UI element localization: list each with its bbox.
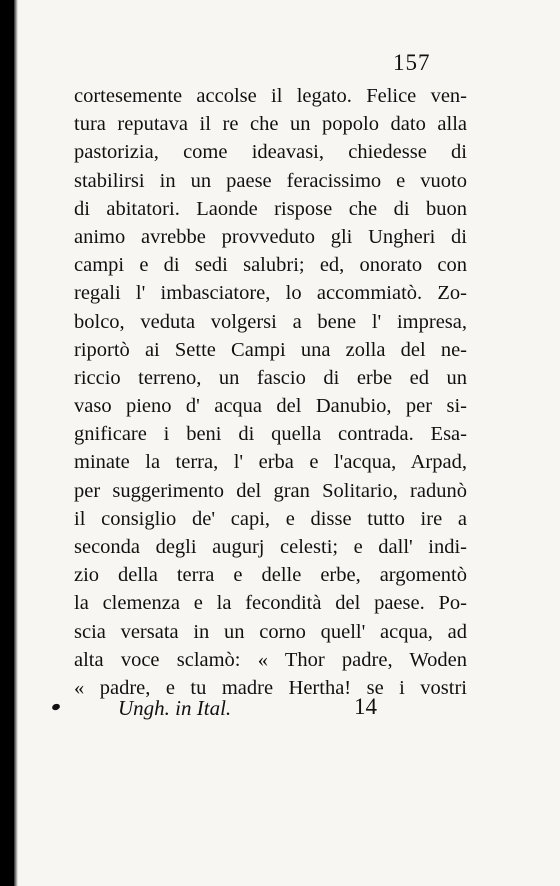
- page-number: 157: [393, 50, 431, 75]
- text-line: tura reputava il re che un popolo dato alla: [74, 113, 467, 136]
- text-line: alta voce sclamò: « Thor padre, Woden: [74, 648, 467, 671]
- text-line: cortesemente accolse il legato. Felice ven-: [74, 85, 467, 107]
- signature-mark: Ungh. in Ital.: [118, 696, 232, 720]
- text-line: riportò ai Sette Campi una zolla del ne-: [74, 338, 467, 361]
- text-line: animo avrebbe provveduto gli Ungheri di: [74, 225, 467, 248]
- text-line: scia versata in un corno quell' acqua, ad: [74, 620, 467, 643]
- text-line: minate la terra, l' erba e l'acqua, Arpad,: [74, 451, 467, 474]
- text-line: bolco, veduta volgersi a bene l' impresa,: [74, 310, 467, 333]
- text-line: per suggerimento del gran Solitario, radunò: [74, 479, 467, 502]
- text-line: la clemenza e la fecondità del paese. Po-: [74, 592, 467, 615]
- text-line: seconda degli augurj celesti; e dall' indi-: [74, 536, 467, 558]
- text-line: vaso pieno d' acqua del Danubio, per si-: [74, 395, 467, 418]
- ink-blot: [51, 703, 61, 711]
- body-text: [74, 82, 467, 702]
- text-line: riccio terreno, un fascio di erbe ed un: [74, 366, 467, 389]
- text-line: « padre, e tu madre Hertha! se i vostri: [74, 676, 467, 699]
- signature-number: 14: [354, 694, 377, 719]
- text-line: zio della terra e delle erbe, argomentò: [74, 564, 467, 587]
- book-page: [14, 0, 560, 886]
- text-line: stabilirsi in un paese feracissimo e vuoto: [74, 169, 467, 192]
- page-edge-shadow: [14, 0, 18, 886]
- text-line: pastorizia, come ideavasi, chiedesse di: [74, 141, 467, 164]
- text-line: gnificare i beni di quella contrada. Esa-: [74, 423, 467, 446]
- text-line: regali l' imbasciatore, lo accommiatò. Zo-: [74, 282, 467, 305]
- text-line: di abitatori. Laonde rispose che di buon: [74, 197, 467, 220]
- text-line: il consiglio de' capi, e disse tutto ire a: [74, 507, 467, 530]
- text-line: campi e di sedi salubri; ed, onorato con: [74, 254, 467, 277]
